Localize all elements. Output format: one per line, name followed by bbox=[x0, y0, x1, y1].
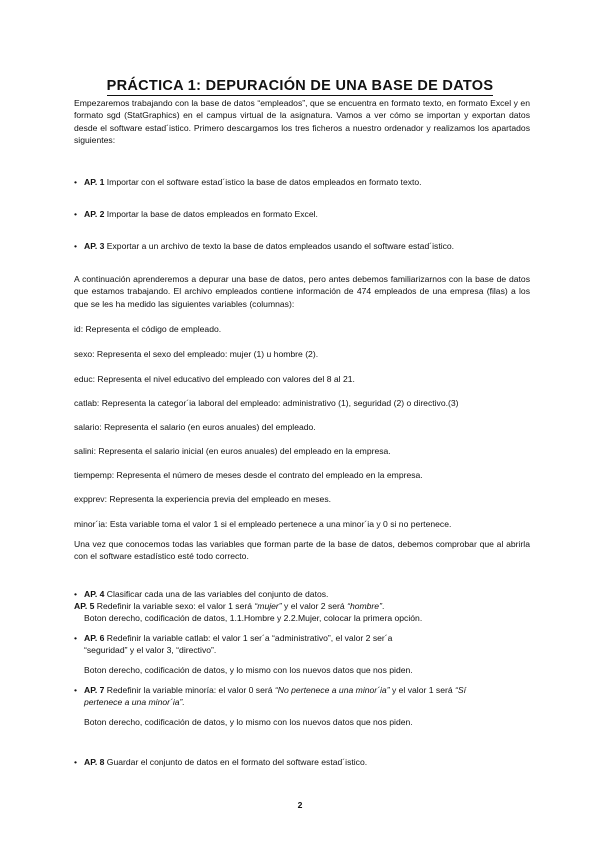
variable-id: id: Representa el código de empleado. bbox=[74, 324, 222, 334]
list-item-ap4: • AP. 4 Clasificar cada una de las variables del conjunto de datos. bbox=[74, 589, 329, 599]
variables-intro-paragraph: A continuación aprenderemos a depurar una base de datos, pero antes debemos familiarizarnos con la base de datos que estamos trabajando. El archivo empleados contiene información de 474 empleados de una empresa (filas) a los que se les ha medido las siguientes variables (columnas): bbox=[74, 273, 530, 309]
page-title: PRÁCTICA 1: DEPURACIÓN DE UNA BASE DE DATOS bbox=[106, 78, 494, 94]
list-item-ap7: • AP. 7 Redefinir la variable minoría: el valor 0 será “No pertenece a una minor´ia” y el valor 1 será “Sí bbox=[74, 685, 466, 695]
ap7-note: Boton derecho, codificación de datos, y lo mismo con los nuevos datos que nos piden. bbox=[84, 717, 413, 727]
variable-minoria: minor´ia: Esta variable toma el valor 1 si el empleado pertenece a una minor´ia y 0 si no pertenece. bbox=[74, 519, 452, 529]
list-item-ap8: • AP. 8 Guardar el conjunto de datos en el formato del software estad´istico. bbox=[74, 757, 368, 767]
variable-tiempemp: tiempemp: Representa el número de meses desde el contrato del empleado en la empresa. bbox=[74, 470, 423, 480]
variable-expprev: expprev: Representa la experiencia previa del empleado en meses. bbox=[74, 494, 332, 504]
variable-catlab: catlab: Representa la categor´ia laboral del empleado: administrativo (1), seguridad (2) o directivo.(3) bbox=[74, 398, 459, 408]
ap6-line2: “seguridad” y el valor 3, “directivo”. bbox=[84, 645, 217, 655]
list-item-ap2: • AP. 2 Importar la base de datos empleados en formato Excel. bbox=[74, 209, 318, 219]
list-item-ap3: • AP. 3 Exportar a un archivo de texto la base de datos empleados usando el software estad´istico. bbox=[74, 241, 455, 251]
list-item-ap1: • AP. 1 Importar con el software estad´istico la base de datos empleados en formato texto. bbox=[74, 177, 422, 187]
intro-paragraph: Empezaremos trabajando con la base de datos “empleados”, que se encuentra en formato texto, en formato Excel y en formato sgd (StatGraphics) en el campus virtual de la asignatura. Vamos a ver cómo se importan y exportan datos desde el software estad´istico. Primero descargamos los tres ficheros a nuestro ordenador y realizamos los apartados siguientes: bbox=[74, 97, 530, 146]
check-paragraph: Una vez que conocemos todas las variables que forman parte de la base de datos, debemos comprobar que al abrirla con el software estadístico esté todo correcto. bbox=[74, 538, 530, 562]
list-item-ap6: • AP. 6 Redefinir la variable catlab: el valor 1 ser´a “administrativo”, el valor 2 ser´a bbox=[74, 633, 393, 643]
ap5-note: Boton derecho, codificación de datos, 1.1.Hombre y 2.2.Mujer, colocar la primera opción. bbox=[84, 613, 423, 623]
variable-sexo: sexo: Representa el sexo del empleado: mujer (1) u hombre (2). bbox=[74, 349, 319, 359]
variable-salario: salario: Representa el salario (en euros anuales) del empleado. bbox=[74, 422, 316, 432]
ap6-note: Boton derecho, codificación de datos, y lo mismo con los nuevos datos que nos piden. bbox=[84, 665, 413, 675]
list-item-ap5: AP. 5 Redefinir la variable sexo: el valor 1 será “mujer” y el valor 2 será “hombre”. bbox=[74, 601, 385, 611]
variable-educ: educ: Representa el nivel educativo del empleado con valores del 8 al 21. bbox=[74, 374, 355, 384]
page-number: 2 bbox=[297, 800, 303, 810]
variable-salini: salini: Representa el salario inicial (en euros anuales) del empleado en la empresa. bbox=[74, 446, 391, 456]
ap7-line2: pertenece a una minor´ia”. bbox=[84, 697, 185, 707]
